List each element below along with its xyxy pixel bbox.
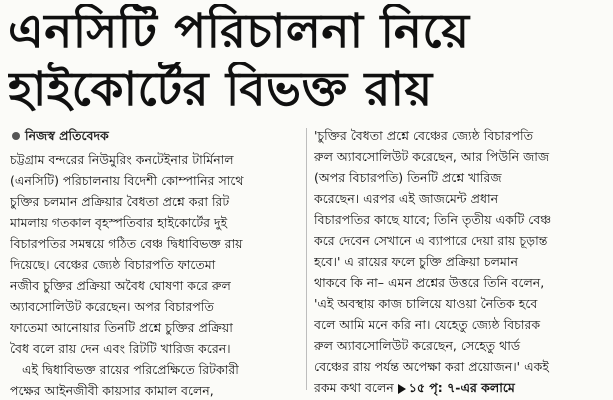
- arrow-right-icon: [398, 384, 406, 394]
- paragraph-line: (এনসিটি) পরিচালনায় বিদেশী কোম্পানির সাথে: [10, 173, 244, 188]
- right-column: [314, 125, 606, 398]
- paragraph-line: বিচারপতির কাছে যাবে; তিনি তৃতীয় একটি বেঞ্চ: [314, 212, 552, 227]
- paragraph-line: নজীব চুক্তির প্রক্রিয়া অবৈধ ঘোষণা করে রুল: [10, 278, 231, 293]
- paragraph-line: (অপর বিচারপতি) তিনটি প্রশ্নে খারিজ: [314, 170, 502, 185]
- paragraph-line: অ্যাবসোলিউট করেছেন। অপর বিচারপতি: [10, 299, 214, 314]
- paragraph-line: বিচারপতির সমন্বয়ে গঠিত বেঞ্চ দ্বিধাবিভক্ত রায়: [10, 236, 243, 251]
- paragraph-line: হবে।' এ রায়ের ফলে চুক্তি প্রক্রিয়া চলমান: [314, 254, 518, 269]
- paragraph-line: বলে আমি মনে করি না। যেহেতু জ্যেষ্ঠ বিচারক: [314, 317, 541, 332]
- paragraph-line: মামলায় গতকাল বৃহস্পতিবার হাইকোর্টের দুই: [10, 215, 228, 230]
- byline: [12, 128, 109, 144]
- paragraph-line: দিয়েছে। বেঞ্চের জ্যেষ্ঠ বিচারপতি ফাতেমা: [10, 257, 216, 272]
- left-column: [10, 149, 300, 400]
- last-line-text: রকম কথা বলেন: [314, 380, 394, 395]
- continuation-text: ১৫ পৃ: ৭-এর কলামে: [408, 380, 515, 395]
- continuation-marker: [398, 380, 515, 395]
- paragraph-line: 'এই অবস্থায় কাজ চালিয়ে যাওয়া নৈতিক হবে: [314, 296, 538, 311]
- paragraph-line: পক্ষের আইনজীবী কায়সার কামাল বলেন,: [10, 383, 214, 398]
- headline-line-1: এনসিটি পরিচালনা নিয়ে: [8, 4, 470, 59]
- headline-line-2: হাইকোর্টের বিভক্ত রায়: [8, 62, 433, 117]
- paragraph-line: করে দেবেন সেখানে এ ব্যাপারে দেয়া রায় চূড়ান্ত: [314, 233, 548, 248]
- paragraph-line: চুক্তির চলমান প্রক্রিয়ার বৈধতা প্রশ্নে করা রিট: [10, 194, 230, 209]
- paragraph-line: থাকবে কি না– এমন প্রশ্নের উত্তরে তিনি বলেন,: [314, 275, 545, 290]
- paragraph-line: 'চুক্তির বৈধতা প্রশ্নে বেঞ্চের জ্যেষ্ঠ বিচারপতি: [314, 128, 533, 143]
- paragraph-line: এই দ্বিধাবিভক্ত রায়ের পরিপ্রেক্ষিতে রিটকারী: [22, 362, 239, 377]
- paragraph-line: রুল অ্যাবসোলিউট করেছেন, আর পিউনি জাজ: [314, 149, 550, 164]
- paragraph-line: রুল অ্যাবসোলিউট করেছেন, সেহেতু থার্ড: [314, 338, 521, 353]
- column-divider: [306, 128, 307, 390]
- last-line: [314, 377, 606, 398]
- paragraph-line: ফাতেমা আনোয়ার তিনটি প্রশ্নে চুক্তির প্রক্রিয়া: [10, 320, 233, 335]
- paragraph-line: বেঞ্চের রায় পর্যন্ত অপেক্ষা করা প্রয়োজন।' একই: [314, 359, 549, 374]
- paragraph-line: বৈধ বলে রায় দেন এবং রিটটি খারিজ করেন।: [10, 341, 231, 356]
- byline-text: নিজস্ব প্রতিবেদক: [25, 128, 109, 143]
- paragraph-line: করেছেন। এরপর এই জাজমেন্ট প্রধান: [314, 191, 499, 206]
- bullet-icon: [12, 132, 20, 140]
- paragraph-line: চট্টগ্রাম বন্দরের নিউমুরিং কনটেইনার টার্মিনাল: [10, 152, 234, 167]
